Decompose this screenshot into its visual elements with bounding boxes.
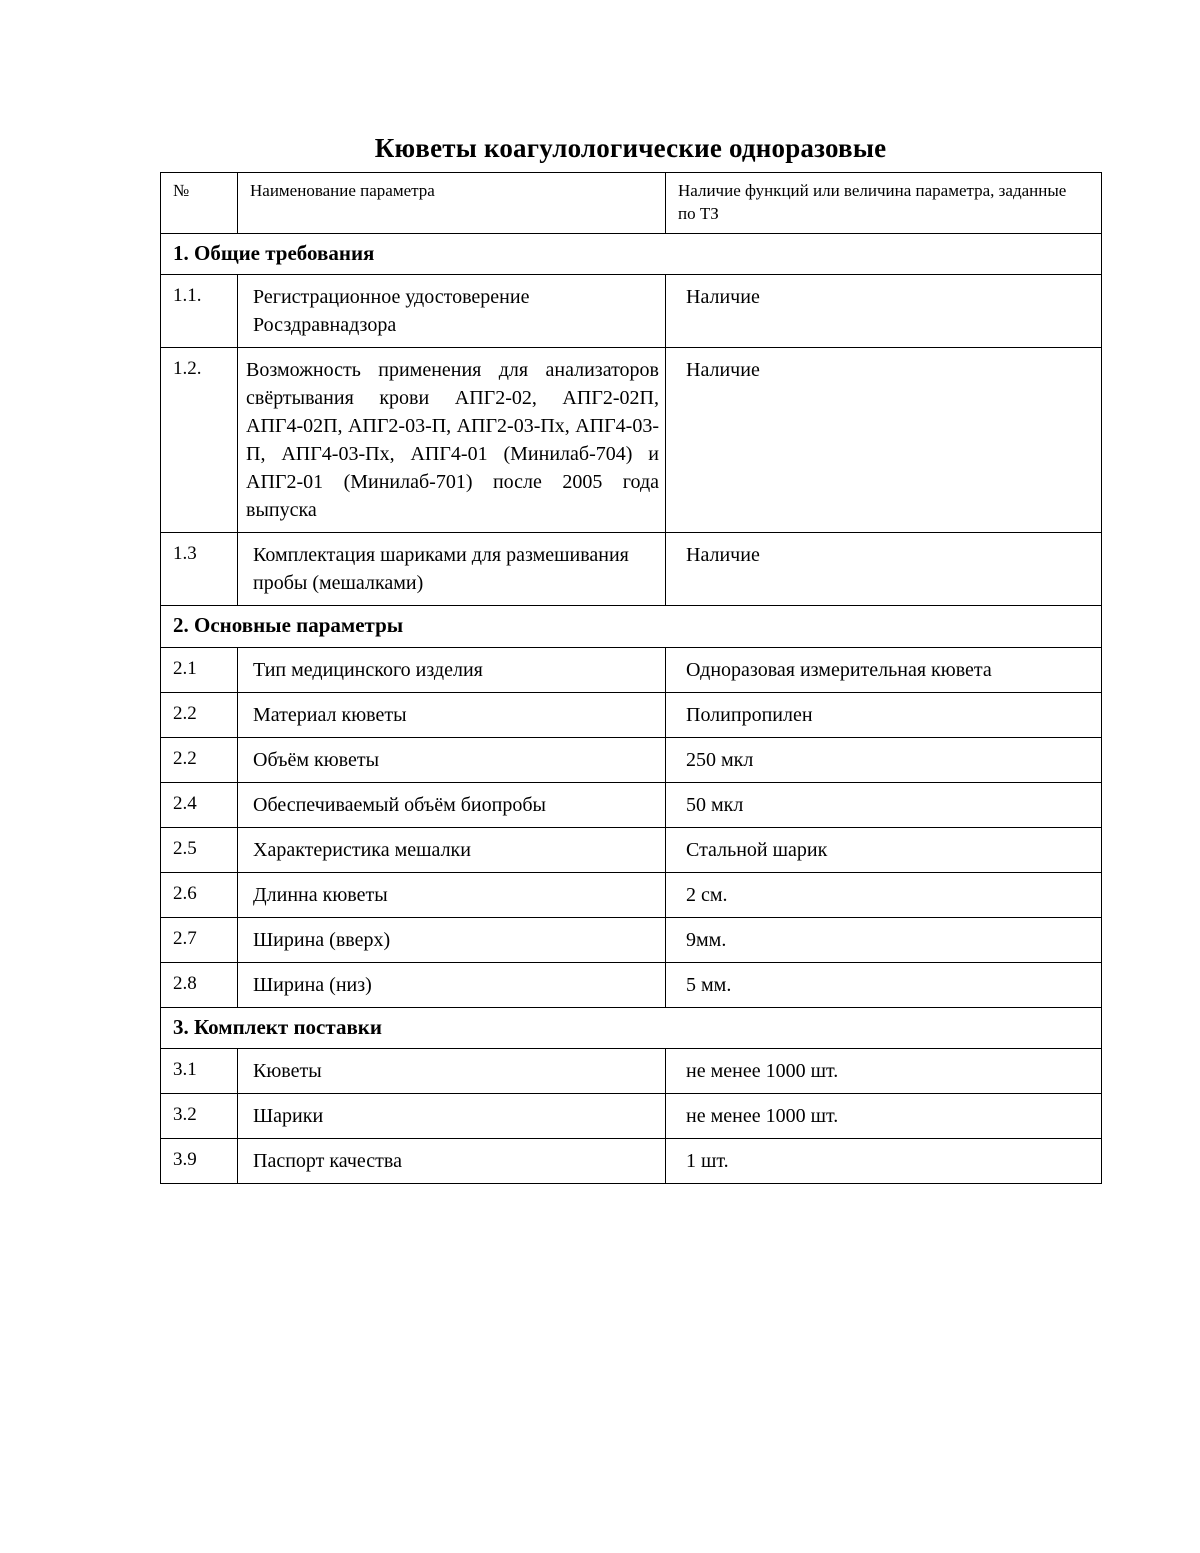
table-row-2-8 — [161, 962, 1102, 1007]
row-number-cell: 2.7 — [161, 917, 238, 962]
table-row-2-7 — [161, 917, 1102, 962]
parameter-cell: Паспорт качества — [238, 1139, 666, 1184]
value-cell: 250 мкл — [666, 737, 1102, 782]
value-cell: 1 шт. — [666, 1139, 1102, 1184]
table-row-1-1 — [161, 275, 1102, 348]
section-title: 3. Комплект поставки — [161, 1007, 1102, 1048]
row-number-cell: 2.2 — [161, 737, 238, 782]
row-number-cell: 2.4 — [161, 782, 238, 827]
value-cell: не менее 1000 шт. — [666, 1049, 1102, 1094]
value-cell: 50 мкл — [666, 782, 1102, 827]
table-row-2-2 — [161, 692, 1102, 737]
table-row-2-1 — [161, 647, 1102, 692]
value-cell: Полипропилен — [666, 692, 1102, 737]
parameter-cell: Регистрационное удостоверение Росздравнадзора — [238, 275, 666, 348]
parameter-cell: Кюветы — [238, 1049, 666, 1094]
value-cell: 2 см. — [666, 872, 1102, 917]
row-number-cell: 1.1. — [161, 275, 238, 348]
row-number-cell: 1.2. — [161, 348, 238, 533]
column-header-parameter: Наименование параметра — [238, 173, 666, 234]
table-row-2-6 — [161, 872, 1102, 917]
parameter-cell: Обеспечиваемый объём биопробы — [238, 782, 666, 827]
spec-table — [160, 172, 1102, 1184]
section-title: 2. Основные параметры — [161, 606, 1102, 647]
parameter-cell: Ширина (низ) — [238, 962, 666, 1007]
parameter-cell: Тип медицинского изделия — [238, 647, 666, 692]
value-cell: Наличие — [666, 533, 1102, 606]
table-row-1-2 — [161, 348, 1102, 533]
row-number-cell: 2.6 — [161, 872, 238, 917]
section-header-1 — [161, 233, 1102, 274]
value-cell: не менее 1000 шт. — [666, 1094, 1102, 1139]
row-number-cell: 3.1 — [161, 1049, 238, 1094]
parameter-cell: Ширина (вверх) — [238, 917, 666, 962]
column-header-value: Наличие функций или величина параметра, заданные по ТЗ — [666, 173, 1102, 234]
table-row-1-3 — [161, 533, 1102, 606]
section-title: 1. Общие требования — [161, 233, 1102, 274]
value-cell: Наличие — [666, 275, 1102, 348]
column-header-number: № — [161, 173, 238, 234]
value-cell: 5 мм. — [666, 962, 1102, 1007]
parameter-cell: Объём кюветы — [238, 737, 666, 782]
row-number-cell: 2.1 — [161, 647, 238, 692]
table-row-3-1 — [161, 1049, 1102, 1094]
row-number-cell: 2.8 — [161, 962, 238, 1007]
parameter-cell: Длинна кюветы — [238, 872, 666, 917]
table-row-3-3 — [161, 1139, 1102, 1184]
table-row-2-3 — [161, 737, 1102, 782]
value-cell: Одноразовая измерительная кювета — [666, 647, 1102, 692]
table-row-3-2 — [161, 1094, 1102, 1139]
section-header-3 — [161, 1007, 1102, 1048]
section-header-2 — [161, 606, 1102, 647]
parameter-cell: Характеристика мешалки — [238, 827, 666, 872]
row-number-cell: 2.5 — [161, 827, 238, 872]
table-row-2-4 — [161, 782, 1102, 827]
value-cell: Стальной шарик — [666, 827, 1102, 872]
row-number-cell: 3.2 — [161, 1094, 238, 1139]
parameter-cell: Комплектация шариками для размешивания пробы (мешалками) — [238, 533, 666, 606]
parameter-cell: Материал кюветы — [238, 692, 666, 737]
value-cell: Наличие — [666, 348, 1102, 533]
row-number-cell: 1.3 — [161, 533, 238, 606]
parameter-cell: Возможность применения для анализаторов свёртывания крови АПГ2-02, АПГ2-02П, АПГ4-02П, АПГ2-03-П, АПГ2-03-Пх, АПГ4-03-П, АПГ4-03-Пх, АПГ4-01 (Минилаб-704) и АПГ2-01 (Минилаб-701) после 2005 года выпуска — [238, 348, 666, 533]
parameter-cell: Шарики — [238, 1094, 666, 1139]
value-cell: 9мм. — [666, 917, 1102, 962]
table-header-row — [161, 173, 1102, 234]
row-number-cell: 2.2 — [161, 692, 238, 737]
table-row-2-5 — [161, 827, 1102, 872]
row-number-cell: 3.9 — [161, 1139, 238, 1184]
page-title: Кюветы коагулологические одноразовые — [374, 133, 887, 163]
